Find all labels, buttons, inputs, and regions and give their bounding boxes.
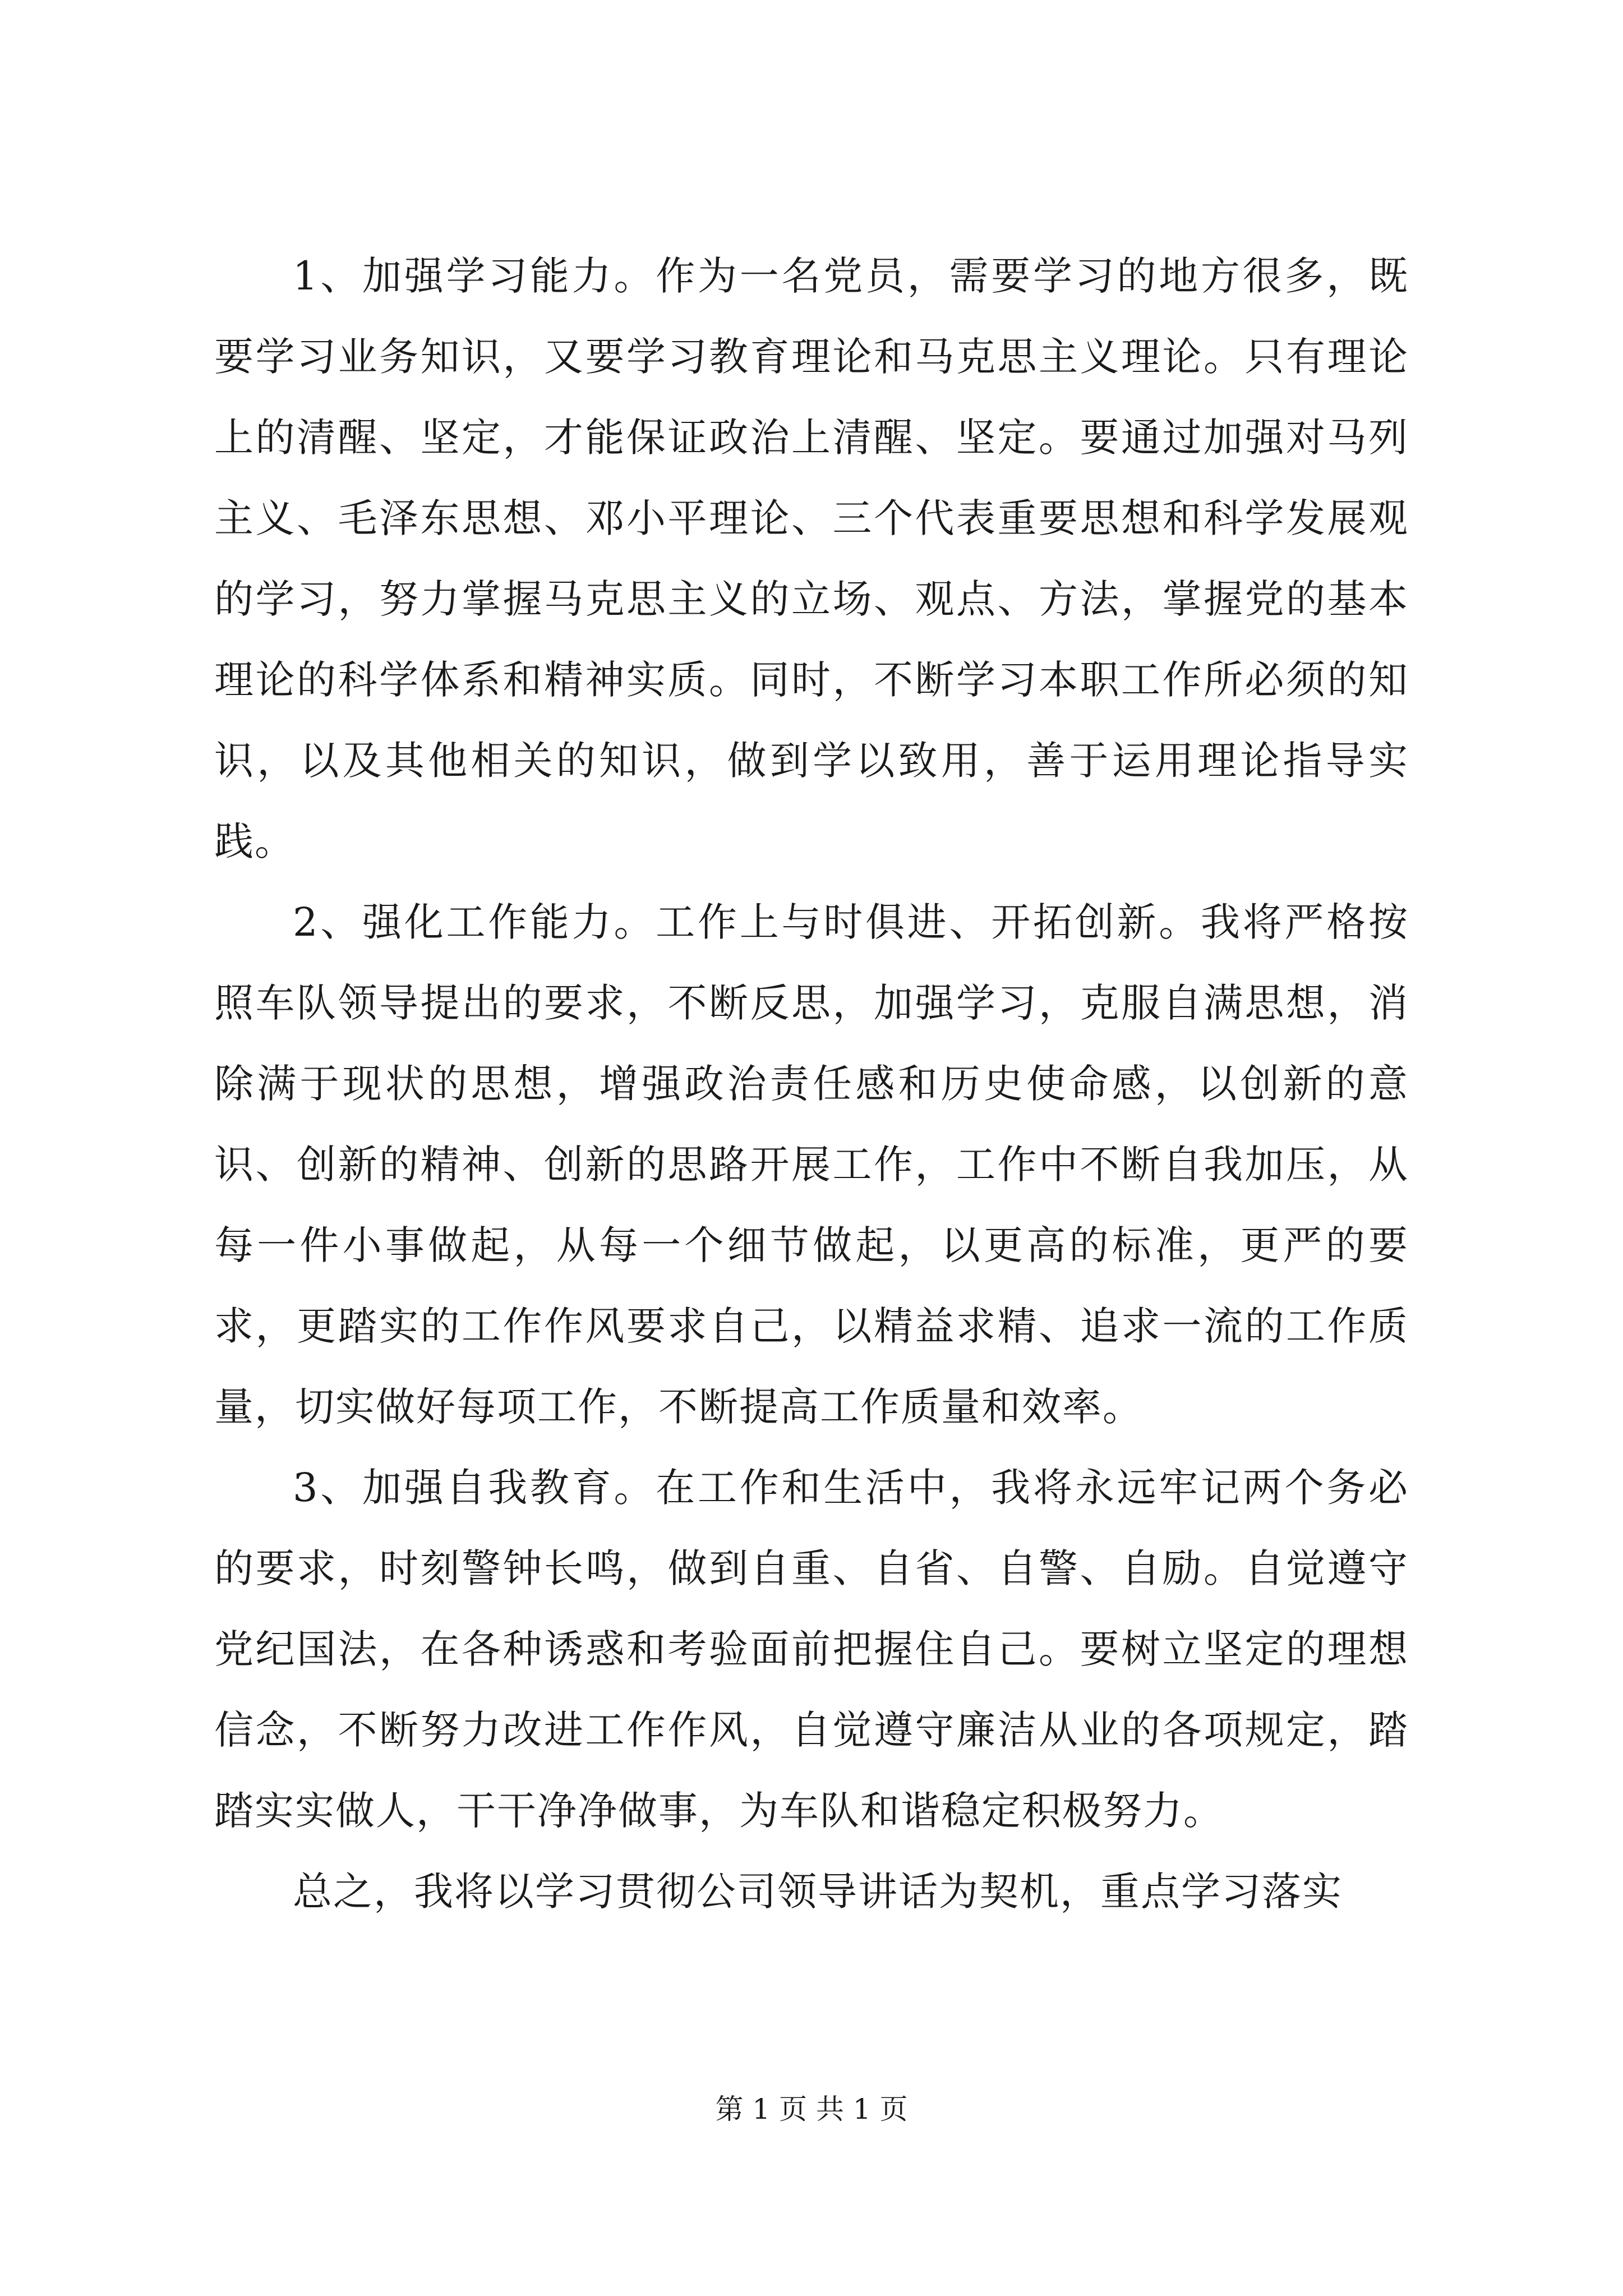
document-body — [214, 236, 1409, 1932]
page-footer: 第 1 页 共 1 页 — [715, 2093, 908, 2125]
paragraph-self-education: 3、加强自我教育。在工作和生活中，我将永远牢记两个务必的要求，时刻警钟长鸣，做到自重、自省、自警、自励。自觉遵守党纪国法，在各种诱惑和考验面前把握住自己。要树立坚定的理想信念，不断努力改进工作作风，自觉遵守廉洁从业的各项规定，踏踏实实做人，干干净净做事，为车队和谐稳定积极努力。 — [214, 1465, 1409, 1834]
paragraph-learning-ability: 1、加强学习能力。作为一名党员，需要学习的地方很多，既要学习业务知识，又要学习教育理论和马克思主义理论。只有理论上的清醒、坚定，才能保证政治上清醒、坚定。要通过加强对马列主义、毛泽东思想、邓小平理论、三个代表重要思想和科学发展观的学习，努力掌握马克思主义的立场、观点、方法，掌握党的基本理论的科学体系和精神实质。同时，不断学习本职工作所必须的知识，以及其他相关的知识，做到学以致用，善于运用理论指导实践。 — [214, 253, 1409, 864]
paragraph-work-ability: 2、强化工作能力。工作上与时俱进、开拓创新。我将严格按照车队领导提出的要求，不断反思，加强学习，克服自满思想，消除满于现状的思想，增强政治责任感和历史使命感，以创新的意识、创新的精神、创新的思路开展工作，工作中不断自我加压，从每一件小事做起，从每一个细节做起，以更高的标准，更严的要求，更踏实的工作作风要求自己，以精益求精、追求一流的工作质量，切实做好每项工作，不断提高工作质量和效率。 — [214, 899, 1409, 1430]
paragraph-conclusion: 总之，我将以学习贯彻公司领导讲话为契机，重点学习落实 — [293, 1869, 1343, 1915]
